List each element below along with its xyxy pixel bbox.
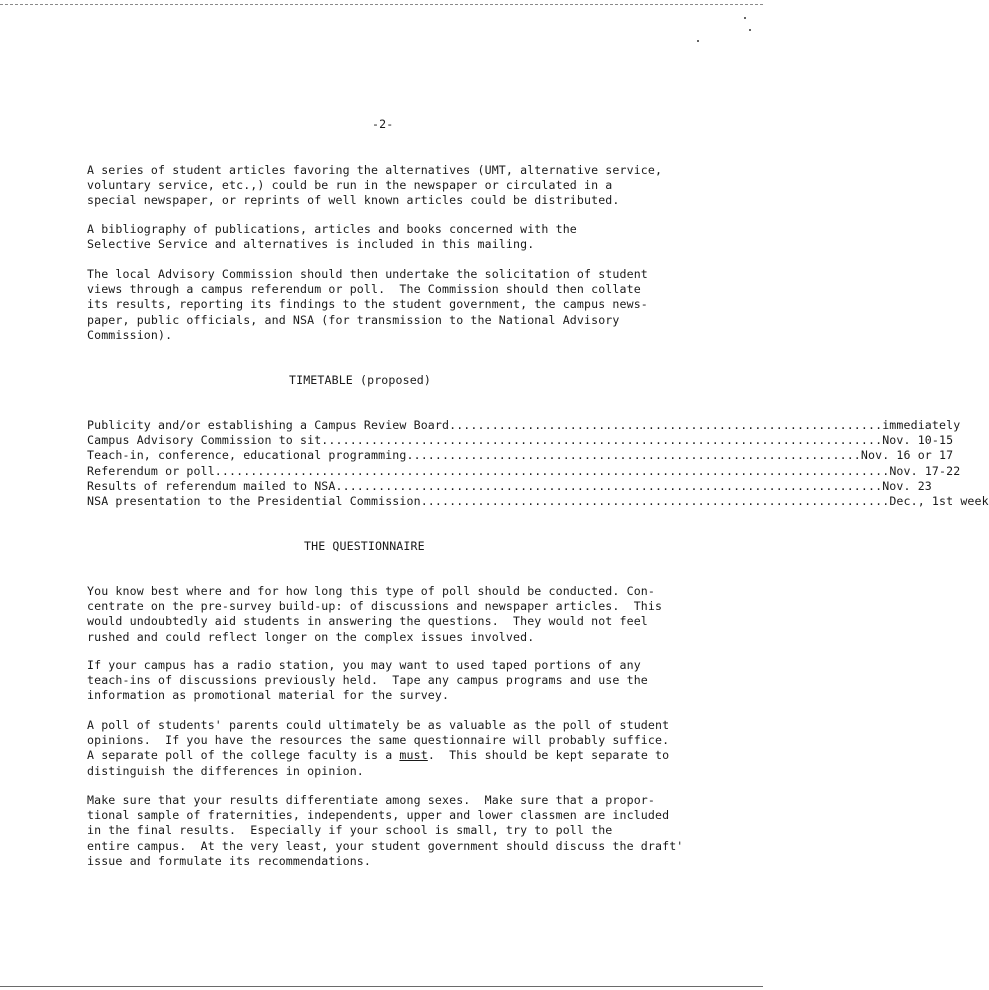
text-line: special newspaper, or reprints of well known articles could be distributed. (87, 193, 620, 208)
text-line: The local Advisory Commission should then undertake the solicitation of student (87, 267, 648, 281)
timetable-item: Campus Advisory Commission to sit............................................................................... (87, 433, 883, 448)
paragraph-bibliography (87, 222, 717, 252)
text-line: Selective Service and alternatives is included in this mailing. (87, 237, 535, 252)
text-line: You know best where and for how long this type of poll should be conducted. Con- (87, 584, 656, 598)
paragraph-advisory-commission (87, 267, 717, 343)
paragraph-radio-station (87, 658, 717, 704)
timetable-item: Teach-in, conference, educational programming................................................................ (87, 448, 861, 463)
text-line: centrate on the pre-survey build-up: of discussions and newspaper articles. This (87, 599, 663, 614)
timetable-row (87, 463, 961, 479)
text-line: tional sample of fraternities, independents, upper and lower classmen are included (87, 808, 670, 823)
timetable-item: NSA presentation to the Presidential Commission.................................................................. (87, 494, 890, 509)
paragraph-sampling (87, 793, 717, 869)
bottom-edge-rule (0, 986, 763, 987)
questionnaire-heading: THE QUESTIONNAIRE (304, 539, 425, 553)
text-line: opinions. If you have the resources the same questionnaire will probably suffice. (87, 733, 670, 748)
text-line: If your campus has a radio station, you may want to used taped portions of any (87, 658, 641, 672)
timetable-item: Referendum or poll............................................................................................... (87, 463, 890, 478)
text-line: issue and formulate its recommendations. (87, 853, 372, 868)
timetable-date: Nov. 23 (882, 478, 932, 493)
timetable-list (87, 418, 989, 509)
timetable-date: Nov. 16 or 17 (860, 448, 954, 463)
text-line: rushed and could reflect longer on the complex issues involved. (87, 629, 535, 644)
text-line: would undoubtedly aid students in answering the questions. They would not feel (87, 614, 648, 629)
text-line: its results, reporting its findings to the student government, the campus news- (87, 297, 648, 312)
text-line: voluntary service, etc.,) could be run in the newspaper or circulated in a (87, 178, 613, 193)
scan-speck (744, 17, 746, 19)
paragraph-parents-poll (87, 718, 717, 779)
text-line: A series of student articles favoring the alternatives (UMT, alternative service, (87, 163, 663, 177)
text-run: A separate poll of the college faculty is a (87, 748, 400, 763)
timetable-item: Results of referendum mailed to NSA............................................................................. (87, 478, 883, 493)
text-line: teach-ins of discussions previously held. Tape any campus programs and use the (87, 673, 648, 688)
timetable-date: Nov. 17-22 (889, 463, 961, 478)
timetable-row (87, 494, 989, 509)
timetable-item: Publicity and/or establishing a Campus Review Board............................................................. (87, 418, 883, 432)
timetable-row (87, 418, 961, 433)
text-line: information as promotional material for the survey. (87, 688, 450, 703)
text-line: views through a campus referendum or poll. The Commission should then collate (87, 282, 641, 297)
text-line: Make sure that your results differentiate among sexes. Make sure that a propor- (87, 793, 656, 807)
text-line: entire campus. At the very least, your student government should discuss the draft' (87, 838, 684, 853)
paragraph-poll-timing (87, 584, 717, 645)
timetable-date: Nov. 10-15 (882, 433, 954, 448)
top-edge-rule (0, 4, 763, 5)
text-line: distinguish the differences in opinion. (87, 763, 364, 778)
text-line: A poll of students' parents could ultimately be as valuable as the poll of student (87, 718, 670, 732)
text-line: paper, public officials, and NSA (for transmission to the National Advisory (87, 312, 620, 327)
scan-speck (749, 29, 751, 31)
timetable-row (87, 433, 954, 448)
text-line (87, 748, 717, 763)
page-number: -2- (372, 117, 394, 131)
timetable-row (87, 448, 954, 463)
text-line: in the final results. Especially if your school is small, try to poll the (87, 823, 613, 838)
text-line: A bibliography of publications, articles and books concerned with the (87, 222, 577, 236)
timetable-date: immediately (882, 418, 961, 432)
text-run: . This should be kept separate to (427, 748, 670, 763)
timetable-heading: TIMETABLE (proposed) (289, 373, 432, 387)
timetable-date: Dec., 1st week (889, 494, 989, 509)
paragraph-articles (87, 163, 717, 209)
text-line: Commission). (87, 327, 173, 342)
emphasis-must: must (399, 748, 428, 763)
scan-speck (697, 40, 699, 42)
timetable-row (87, 478, 932, 494)
